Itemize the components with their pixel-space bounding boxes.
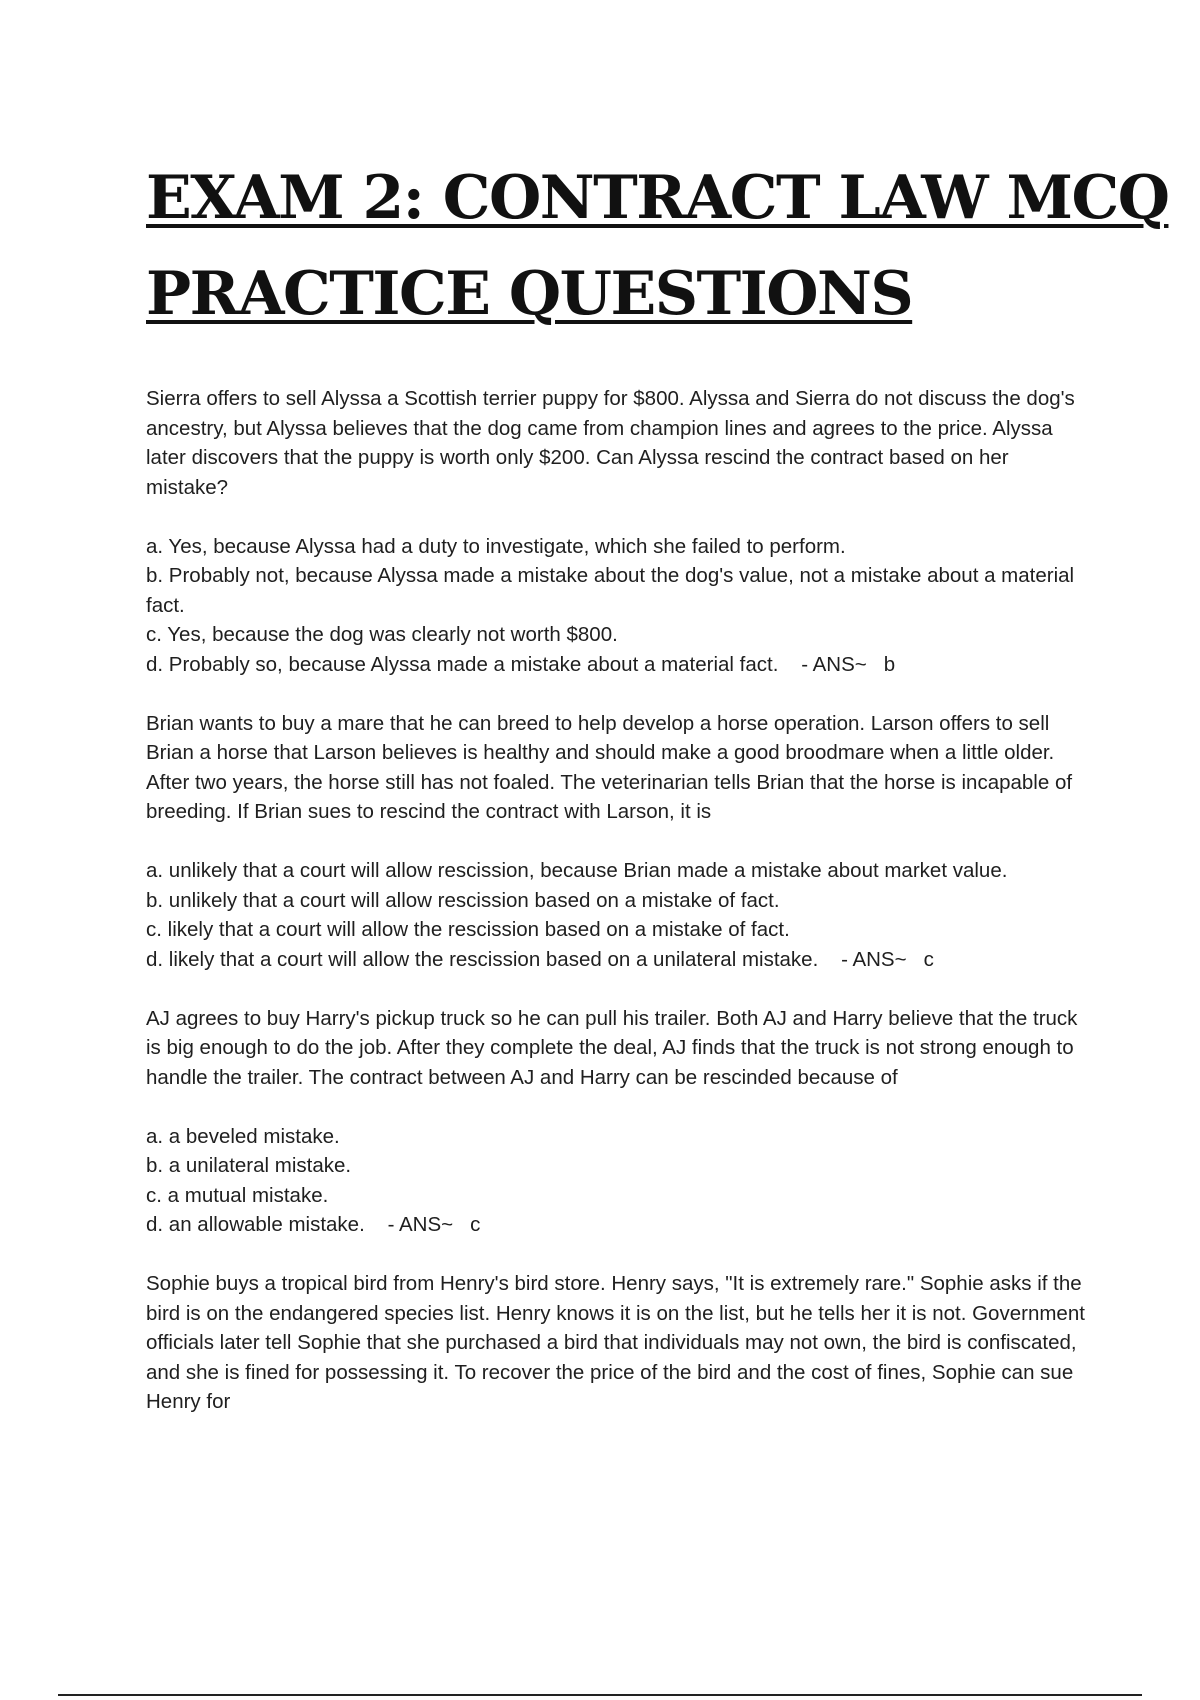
option-a: a. unlikely that a court will allow rescission, because Brian made a mistake about market value. [146,859,1008,882]
question-1 [146,384,1096,679]
option-d [146,945,1096,975]
question-2 [146,709,1096,975]
answer-options [146,856,1096,974]
answer-options [146,1122,1096,1240]
option-a: a. Yes, because Alyssa had a duty to investigate, which she failed to perform. [146,534,846,558]
question-text: Brian wants to buy a mare that he can breed to help develop a horse operation. Larson offers to sell Brian a horse that Larson believes is healthy and should make a good broodmare when a little older. After two years, the horse still has not foaled. The veterinarian tells Brian that the horse is incapable of breeding. If Brian sues to rescind the contract with Larson, it is [146,711,1073,823]
answer-options [146,532,1096,680]
answer-key: - ANS~ b [778,652,896,676]
question-text: Sierra offers to sell Alyssa a Scottish terrier puppy for $800. Alyssa and Sierra do not discuss the dog's ancestry, but Alyssa believes that the dog came from champion lines and agrees to the price. Alyssa later discovers that the puppy is worth only $200. Can Alyssa rescind the contract based on her mistake? [146,387,1075,499]
option-c: c. likely that a court will allow the rescission based on a mistake of fact. [146,918,790,941]
option-d [146,1210,1096,1240]
answer-key: - ANS~ c [364,1213,481,1236]
option-d [146,650,1096,680]
option-d-text: d. an allowable mistake. [146,1213,365,1236]
title-line-1: EXAM 2: CONTRACT LAW MCQ [146,163,1169,233]
option-b: b. Probably not, because Alyssa made a mistake about the dog's value, not a mistake about a material fact. [146,564,1075,617]
question-text: Sophie buys a tropical bird from Henry's bird store. Henry says, "It is extremely rare." Sophie asks if the bird is on the endangered species list. Henry knows it is on the list, but he tells her it is not. Government officials later tell Sophie that she purchased a bird that individuals may not own, the bird is confiscated, and she is fined for possessing it. To recover the price of the bird and the cost of fines, Sophie can sue Henry for [146,1272,1085,1413]
question-3 [146,1004,1096,1240]
document-title [146,150,1169,342]
page-bottom-divider [58,1694,1142,1696]
option-c: c. a mutual mistake. [146,1183,329,1207]
option-a: a. a beveled mistake. [146,1124,340,1148]
option-c: c. Yes, because the dog was clearly not worth $800. [146,623,618,646]
option-b: b. unlikely that a court will allow rescission based on a mistake of fact. [146,888,780,912]
option-d-text: d. Probably so, because Alyssa made a mistake about a material fact. [146,652,779,676]
answer-key: - ANS~ c [818,947,934,971]
option-b: b. a unilateral mistake. [146,1154,352,1177]
document-page [146,150,1169,1446]
option-d-text: d. likely that a court will allow the rescission based on a unilateral mistake. [146,947,819,971]
title-line-2: PRACTICE QUESTIONS [146,259,913,329]
question-text: AJ agrees to buy Harry's pickup truck so he can pull his trailer. Both AJ and Harry believe that the truck is big enough to do the job. After they complete the deal, AJ finds that the truck is not strong enough to handle the trailer. The contract between AJ and Harry can be rescinded because of [146,1006,1078,1089]
question-4 [146,1269,1096,1417]
